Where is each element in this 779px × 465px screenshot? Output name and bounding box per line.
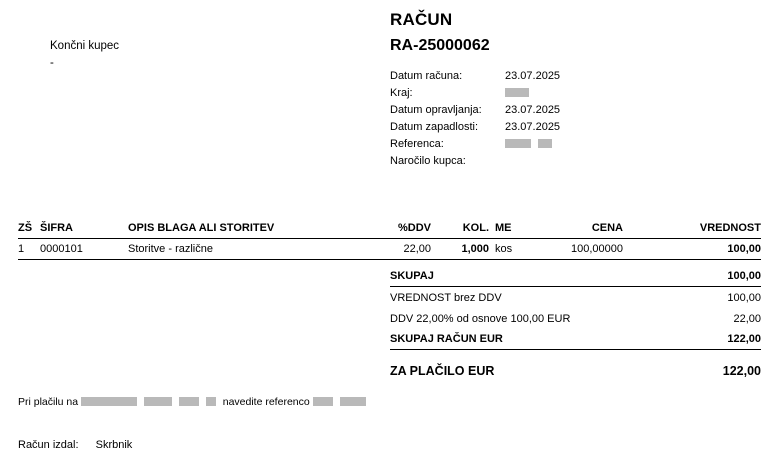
table-row: [18, 239, 761, 260]
payment-note: [18, 396, 370, 408]
totals-block: [390, 265, 761, 378]
meta-row: [390, 121, 585, 138]
cell-vrednost: 100,00: [727, 243, 761, 255]
meta-row: [390, 138, 585, 155]
meta-label: Referenca:: [390, 138, 444, 150]
totals-value-final: 122,00: [722, 364, 761, 378]
redacted-block: [538, 139, 552, 148]
document-title: RAČUN: [390, 10, 453, 29]
meta-value-redacted: [505, 87, 585, 99]
payment-reference-redacted: [313, 396, 370, 408]
cell-opis: Storitve - različne: [128, 243, 213, 255]
meta-value: 23.07.2025: [505, 104, 561, 116]
totals-row-final: [390, 350, 761, 378]
totals-value: 100,00: [727, 291, 761, 304]
items-table: [18, 222, 761, 260]
invoice-meta: [390, 70, 585, 172]
payment-note-middle: navedite referenco: [222, 396, 310, 408]
totals-label: SKUPAJ RAČUN EUR: [390, 333, 503, 345]
redacted-block: [179, 397, 199, 406]
redacted-block: [340, 397, 366, 406]
redacted-block: [313, 397, 333, 406]
buyer-value: -: [50, 57, 54, 69]
totals-value: 100,00: [727, 269, 761, 282]
meta-value-redacted: [505, 138, 585, 150]
cell-kol: 1,000: [461, 243, 489, 255]
meta-value: 23.07.2025: [505, 70, 561, 82]
payment-note-prefix: Pri plačilu na: [18, 396, 79, 408]
invoice-header: [0, 0, 779, 190]
cell-zs: 1: [18, 243, 25, 255]
meta-row: [390, 87, 585, 104]
col-header-me: ME: [495, 222, 512, 234]
buyer-label: Končni kupec: [50, 40, 120, 52]
issuer-line: [18, 439, 132, 451]
col-header-vrednost: VREDNOST: [699, 222, 761, 234]
totals-row-skupaj: [390, 265, 761, 287]
redacted-block: [206, 397, 216, 406]
col-header-zs: ZŠ: [18, 222, 33, 234]
meta-label: Naročilo kupca:: [390, 155, 466, 167]
redacted-block: [505, 139, 531, 148]
totals-label: VREDNOST brez DDV: [390, 291, 502, 304]
meta-label: Datum opravljanja:: [390, 104, 482, 116]
issuer-label: Račun izdal:: [18, 439, 79, 451]
meta-label: Datum računa:: [390, 70, 463, 82]
cell-sifra: 0000101: [40, 243, 83, 255]
totals-row-net: [390, 287, 761, 308]
issuer-name: Skrbnik: [95, 439, 133, 451]
totals-row-vat: [390, 308, 761, 329]
payment-account-redacted: [81, 396, 220, 408]
totals-label-final: ZA PLAČILO EUR: [390, 364, 495, 378]
meta-row: [390, 70, 585, 87]
meta-row: [390, 155, 585, 172]
meta-label: Kraj:: [390, 87, 413, 99]
col-header-cena: CENA: [591, 222, 623, 234]
redacted-block: [505, 88, 529, 97]
document-number: RA-25000062: [390, 37, 490, 54]
col-header-kol: KOL.: [462, 222, 489, 234]
meta-label: Datum zapadlosti:: [390, 121, 479, 133]
cell-cena: 100,00000: [571, 243, 623, 255]
col-header-sifra: ŠIFRA: [40, 222, 73, 234]
items-table-header: [18, 222, 761, 239]
cell-me: kos: [495, 243, 513, 255]
totals-value: 122,00: [727, 333, 761, 345]
redacted-block: [81, 397, 137, 406]
totals-row-sum: [390, 329, 761, 350]
totals-label: DDV 22,00% od osnove 100,00 EUR: [390, 312, 571, 325]
totals-value: 22,00: [733, 312, 761, 325]
meta-row: [390, 104, 585, 121]
redacted-block: [144, 397, 172, 406]
col-header-opis: OPIS BLAGA ALI STORITEV: [128, 222, 275, 234]
cell-ddv: 22,00: [403, 243, 431, 255]
totals-label: SKUPAJ: [390, 269, 434, 282]
meta-value: 23.07.2025: [505, 121, 561, 133]
col-header-ddv: %DDV: [397, 222, 431, 234]
